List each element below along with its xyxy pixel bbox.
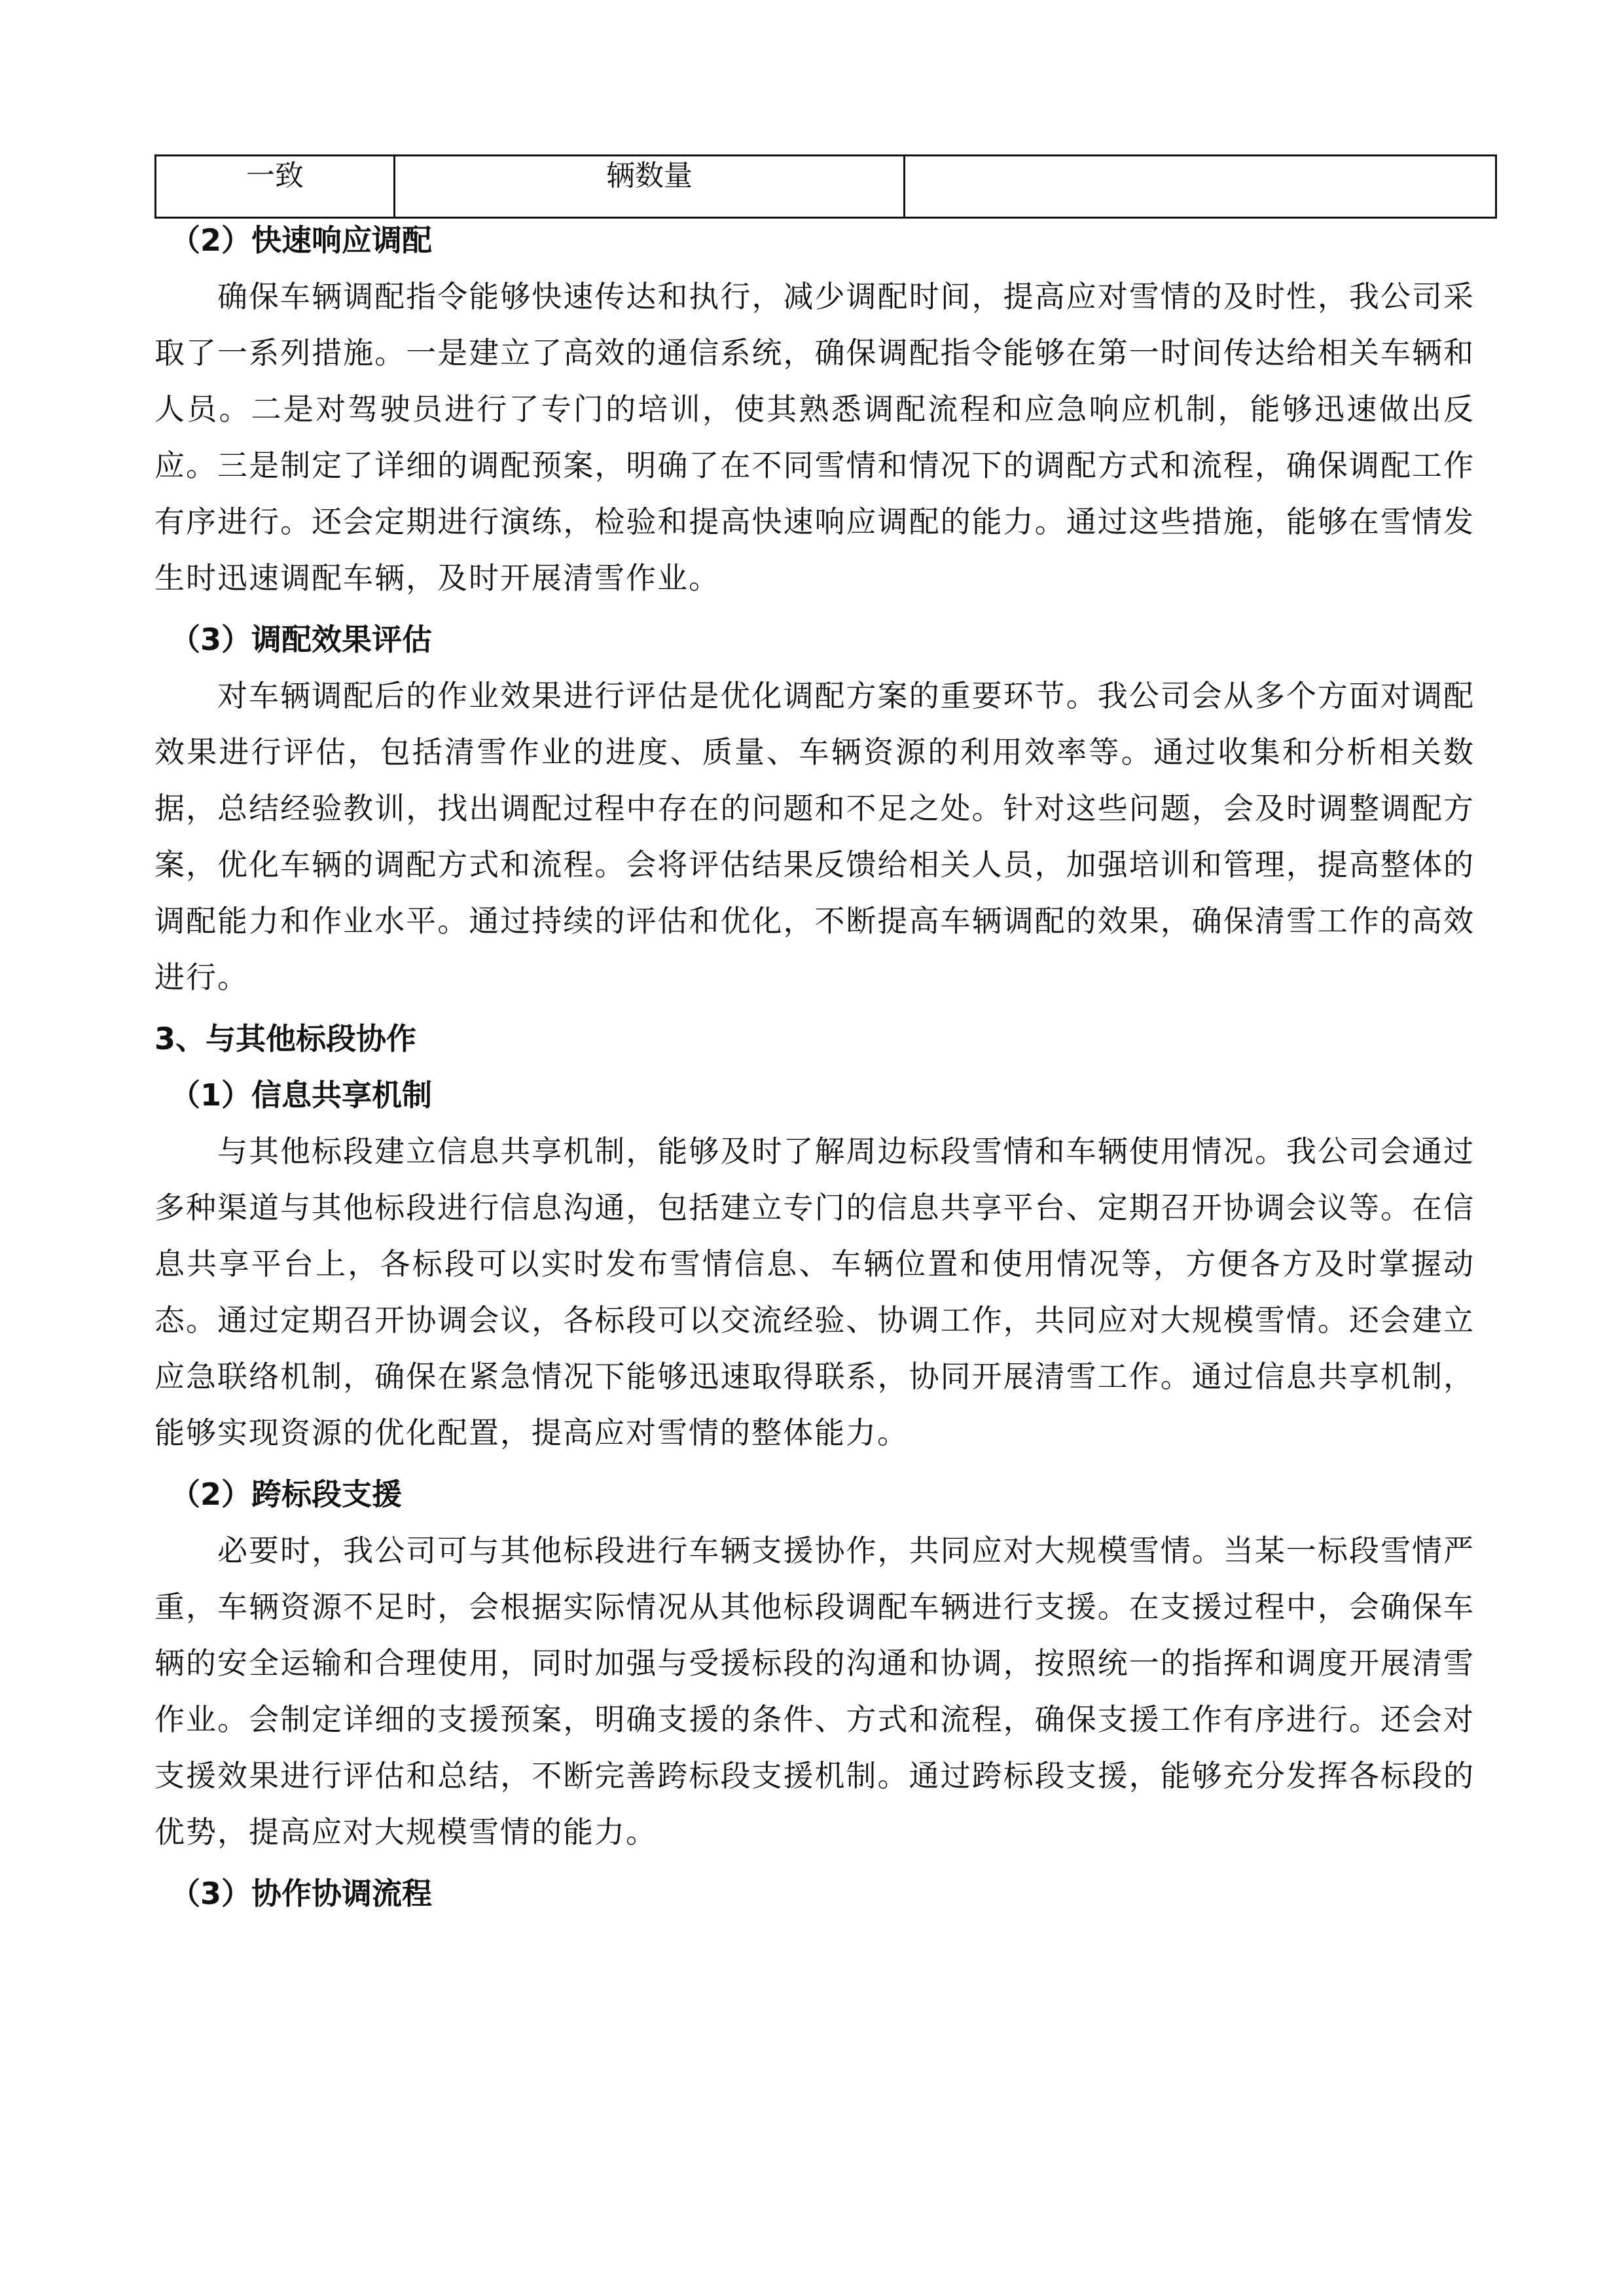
body-paragraph: 对车辆调配后的作业效果进行评估是优化调配方案的重要环节。我公司会从多个方面对调配效果进行评估，包括清雪作业的进度、质量、车辆资源的利用效率等。通过收集和分析相关数据，总结经验教训，找出调配过程中存在的问题和不足之处。针对这些问题，会及时调整调配方案，优化车辆的调配方式和流程。会将评估结果反馈给相关人员，加强培训和管理，提高整体的调配能力和作业水平。通过持续的评估和优化，不断提高车辆调配的效果，确保清雪工作的高效进行。 [154,678,1475,995]
table-cell: 辆数量 [395,156,905,218]
subsection-heading: （3）协作协调流程 [170,1876,433,1911]
continued-table [154,154,1497,219]
body-paragraph: 与其他标段建立信息共享机制，能够及时了解周边标段雪情和车辆使用情况。我公司会通过多种渠道与其他标段进行信息沟通，包括建立专门的信息共享平台、定期召开协调会议等。在信息共享平台上，各标段可以实时发布雪情信息、车辆位置和使用情况等，方便各方及时掌握动态。通过定期召开协调会议，各标段可以交流经验、协调工作，共同应对大规模雪情。还会建立应急联络机制，确保在紧急情况下能够迅速取得联系，协同开展清雪工作。通过信息共享机制，能够实现资源的优化配置，提高应对雪情的整体能力。 [154,1134,1475,1450]
document-body [154,212,1475,1922]
subsection-heading: （2）跨标段支援 [170,1477,403,1512]
body-paragraph: 确保车辆调配指令能够快速传达和执行，减少调配时间，提高应对雪情的及时性，我公司采取了一系列措施。一是建立了高效的通信系统，确保调配指令能够在第一时间传达给相关车辆和人员。二是对驾驶员进行了专门的培训，使其熟悉调配流程和应急响应机制，能够迅速做出反应。三是制定了详细的调配预案，明确了在不同雪情和情况下的调配方式和流程，确保调配工作有序进行。还会定期进行演练，检验和提高快速响应调配的能力。通过这些措施，能够在雪情发生时迅速调配车辆，及时开展清雪作业。 [154,279,1475,596]
subsection-heading: （2）快速响应调配 [170,223,433,258]
section-heading: 3、与其他标段协作 [154,1021,417,1056]
body-paragraph: 必要时，我公司可与其他标段进行车辆支援协作，共同应对大规模雪情。当某一标段雪情严重，车辆资源不足时，会根据实际情况从其他标段调配车辆进行支援。在支援过程中，会确保车辆的安全运输和合理使用，同时加强与受援标段的沟通和协调，按照统一的指挥和调度开展清雪作业。会制定详细的支援预案，明确支援的条件、方式和流程，确保支援工作有序进行。还会对支援效果进行评估和总结，不断完善跨标段支援机制。通过跨标段支援，能够充分发挥各标段的优势，提高应对大规模雪情的能力。 [154,1533,1475,1850]
table-cell [905,156,1496,218]
subsection-heading: （1）信息共享机制 [170,1077,433,1113]
table-row [156,156,1496,218]
subsection-heading: （3）调配效果评估 [170,622,433,657]
table-cell: 一致 [156,156,395,218]
